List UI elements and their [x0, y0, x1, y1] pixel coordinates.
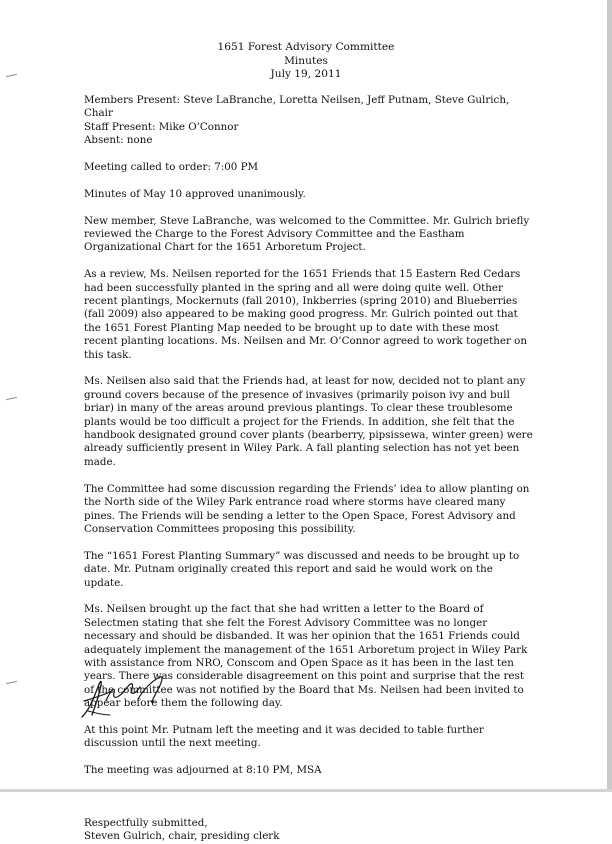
- paragraph-ground-covers: Ms. Neilsen also said that the Friends had, at least for now, decided not to plant any ground covers because of the presence of invasives (primarily poison ivy and bull briar) in many of the areas around previous plantings. To clear these troublesome plants would be too difficult a project for the Friends. In addition, she felt that the handbook designated ground cover plants (bearberry, pipsissewa, winter green) were already sufficiently present in Wiley Park. A fall planting selection has not yet been made.: [84, 375, 533, 468]
- signer-name: Steven Gulrich, chair, presiding clerk: [84, 830, 280, 843]
- document-header: [0, 41, 612, 82]
- paragraph-planting-summary: The “1651 Forest Planting Summary” was discussed and needs to be brought up to date. Mr. Putnam originally created this report and said he would work on the update.: [84, 549, 520, 589]
- adjournment: The meeting was adjourned at 8:10 PM, MSA: [84, 764, 322, 777]
- punch-mark-bottom: [6, 681, 17, 684]
- paragraph-north-side-planting: The Committee had some discussion regarding the Friends’ idea to allow planting on the North side of the Wiley Park entrance road where storms have cleared many pines. The Friends will be sending a letter to the Open Space, Forest Advisory and Conservation Committees proposing this possibility.: [84, 482, 530, 535]
- paragraph-table-discussion: At this point Mr. Putnam left the meeting and it was decided to table further discussion until the next meeting.: [84, 723, 484, 750]
- paragraph-planting-review: As a review, Ms. Neilsen reported for the 1651 Friends that 15 Eastern Red Cedars had been successfully planted in the spring and all were doing quite well. Other recent plantings, Mockernuts (fall 2010), Inkberries (spring 2010) and Blueberries (fall 2009) also appeared to be making good progress. Mr. Gulrich pointed out that the 1651 Forest Planting Map needed to be brought up to date with these most recent planting locations. Ms. Neilsen and Mr. O’Connor agreed to work together on this task.: [84, 268, 527, 361]
- minutes-body: [84, 94, 534, 844]
- handwritten-signature: [80, 671, 176, 721]
- meeting-date: July 19, 2011: [270, 68, 342, 80]
- punch-mark-middle: [6, 397, 17, 400]
- members-present: Members Present: Steve LaBranche, Loretta Neilsen, Jeff Putnam, Steve Gulrich, Chair: [84, 94, 510, 120]
- scan-edge-right: [607, 0, 612, 792]
- absent: Absent: none: [84, 134, 153, 147]
- signature-space: [84, 791, 534, 817]
- committee-name: 1651 Forest Advisory Committee: [217, 41, 395, 53]
- document-type: Minutes: [284, 54, 328, 67]
- paragraph-selectmen-letter: Ms. Neilsen brought up the fact that she had written a letter to the Board of Selectmen stating that she felt the Forest Advisory Committee was no longer necessary and should be disbanded. It was her opinion that the 1651 Friends could adequately implement the management of the 1651 Arboretum project in Wiley Park with assistance from NRO, Conscom and Open Space as it has been in the last ten years. There was considerable disagreement on this point and surprise that the rest of the committee was not notified by the Board that Ms. Neilsen had been invited to appear before them the following day.: [84, 603, 528, 710]
- paragraph-new-member: New member, Steve LaBranche, was welcomed to the Committee. Mr. Gulrich briefly reviewed the Charge to the Forest Advisory Committee and the Eastham Organizational Chart for the 1651 Arboretum Project.: [84, 214, 530, 254]
- respectfully-submitted: Respectfully submitted,: [84, 816, 208, 829]
- minutes-approval: Minutes of May 10 approved unanimously.: [84, 187, 306, 200]
- call-to-order: Meeting called to order: 7:00 PM: [84, 161, 259, 174]
- staff-present: Staff Present: Mike O’Connor: [84, 120, 239, 133]
